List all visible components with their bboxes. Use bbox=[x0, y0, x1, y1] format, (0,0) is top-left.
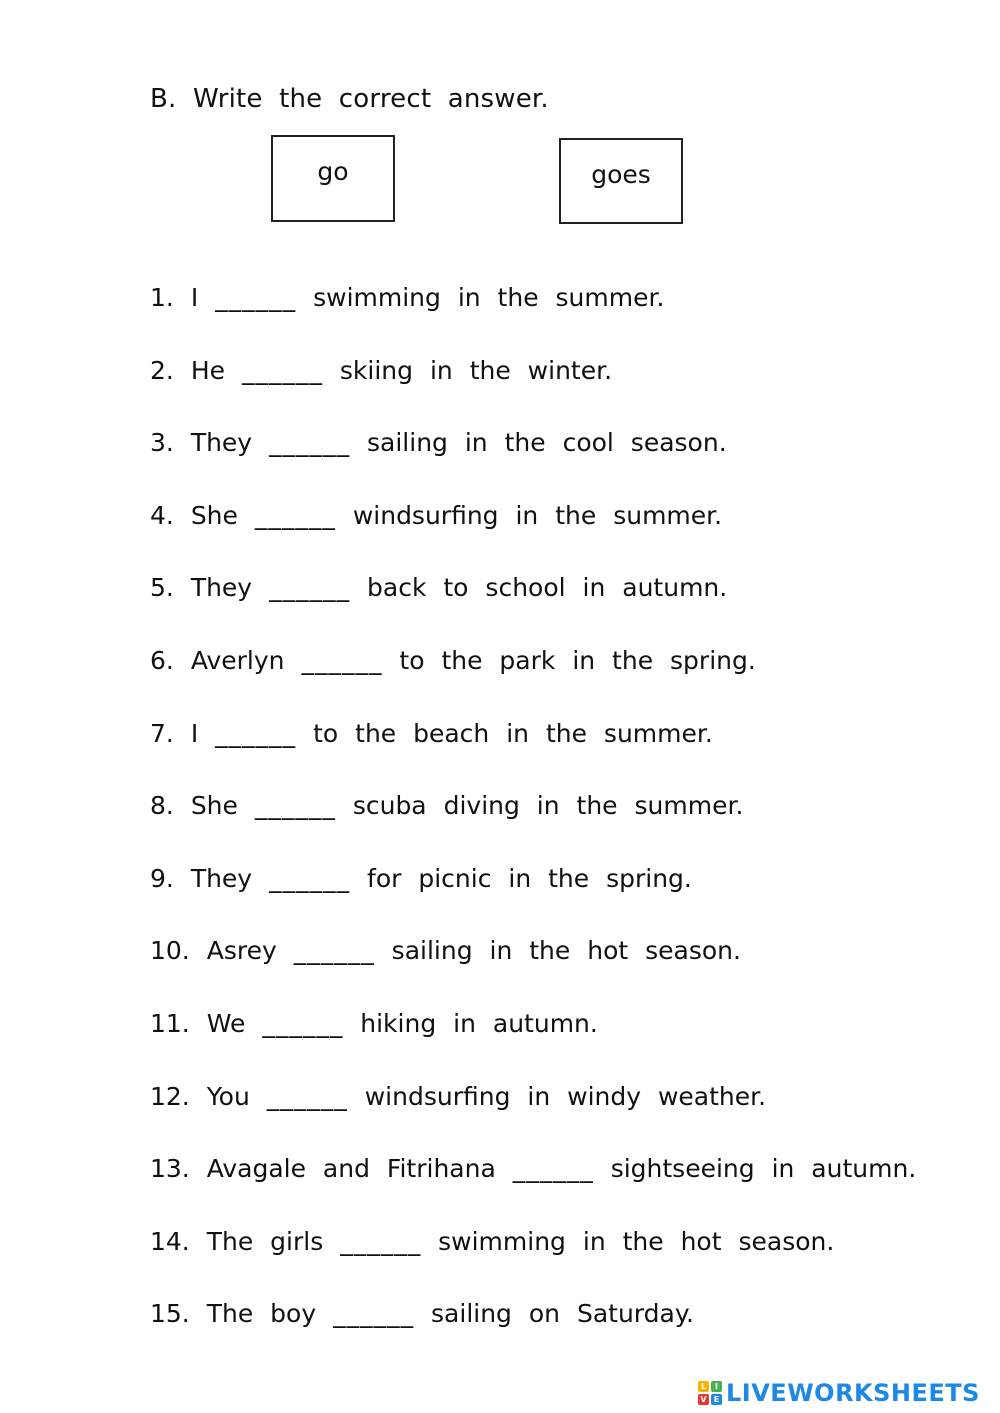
question-item bbox=[150, 790, 743, 822]
question-number: 2. bbox=[150, 356, 174, 385]
logo-cell: V bbox=[698, 1394, 709, 1405]
question-subject: The girls bbox=[206, 1227, 324, 1256]
brand-name: LIVEWORKSHEETS bbox=[726, 1379, 980, 1407]
question-number: 10. bbox=[150, 936, 190, 965]
logo-cell: L bbox=[698, 1381, 709, 1392]
question-item bbox=[150, 282, 664, 314]
question-rest: windsurfing in windy weather. bbox=[364, 1082, 767, 1111]
word-bank-box-go: go bbox=[271, 135, 395, 222]
question-subject: She bbox=[190, 791, 238, 820]
question-item bbox=[150, 500, 722, 532]
logo-cell: I bbox=[711, 1381, 722, 1392]
question-number: 13. bbox=[150, 1154, 190, 1183]
answer-blank[interactable]: ______ bbox=[269, 573, 351, 602]
question-rest: swimming in the hot season. bbox=[438, 1227, 835, 1256]
question-item bbox=[150, 572, 727, 604]
answer-blank[interactable]: ______ bbox=[254, 791, 336, 820]
question-rest: hiking in autumn. bbox=[360, 1009, 598, 1038]
question-item bbox=[150, 1298, 694, 1330]
question-item bbox=[150, 1081, 766, 1113]
question-item bbox=[150, 355, 612, 387]
answer-blank[interactable]: ______ bbox=[215, 719, 297, 748]
answer-blank[interactable]: ______ bbox=[269, 428, 351, 457]
question-subject: They bbox=[190, 573, 253, 602]
question-rest: back to school in autumn. bbox=[367, 573, 728, 602]
word-bank-box-goes: goes bbox=[559, 138, 683, 224]
question-subject: Avagale and Fitrihana bbox=[206, 1154, 496, 1183]
question-item bbox=[150, 645, 756, 677]
question-number: 1. bbox=[150, 283, 174, 312]
question-number: 11. bbox=[150, 1009, 190, 1038]
question-rest: skiing in the winter. bbox=[339, 356, 613, 385]
question-number: 4. bbox=[150, 501, 174, 530]
question-rest: to the beach in the summer. bbox=[313, 719, 713, 748]
question-subject: You bbox=[206, 1082, 250, 1111]
question-item bbox=[150, 718, 713, 750]
liveworksheets-logo bbox=[698, 1376, 980, 1410]
question-number: 15. bbox=[150, 1299, 190, 1328]
question-number: 6. bbox=[150, 646, 174, 675]
question-item bbox=[150, 935, 741, 967]
question-rest: sailing in the cool season. bbox=[367, 428, 727, 457]
question-number: 7. bbox=[150, 719, 174, 748]
question-subject: They bbox=[190, 864, 253, 893]
question-number: 8. bbox=[150, 791, 174, 820]
question-number: 9. bbox=[150, 864, 174, 893]
answer-blank[interactable]: ______ bbox=[266, 1082, 348, 1111]
question-subject: I bbox=[190, 283, 199, 312]
question-rest: sailing on Saturday. bbox=[431, 1299, 695, 1328]
question-rest: swimming in the summer. bbox=[313, 283, 665, 312]
logo-cell: E bbox=[711, 1394, 722, 1405]
answer-blank[interactable]: ______ bbox=[301, 646, 383, 675]
question-number: 14. bbox=[150, 1227, 190, 1256]
question-number: 3. bbox=[150, 428, 174, 457]
question-rest: for picnic in the spring. bbox=[367, 864, 692, 893]
answer-blank[interactable]: ______ bbox=[241, 356, 323, 385]
answer-blank[interactable]: ______ bbox=[293, 936, 375, 965]
question-item bbox=[150, 1153, 916, 1185]
question-subject: Averlyn bbox=[190, 646, 285, 675]
question-subject: They bbox=[190, 428, 253, 457]
question-subject: We bbox=[206, 1009, 246, 1038]
question-item bbox=[150, 863, 692, 895]
logo-icon bbox=[698, 1381, 722, 1405]
answer-blank[interactable]: ______ bbox=[262, 1009, 344, 1038]
question-subject: He bbox=[190, 356, 225, 385]
question-item bbox=[150, 427, 727, 459]
answer-blank[interactable]: ______ bbox=[254, 501, 336, 530]
answer-blank[interactable]: ______ bbox=[340, 1227, 422, 1256]
question-rest: sailing in the hot season. bbox=[391, 936, 741, 965]
question-rest: sightseeing in autumn. bbox=[610, 1154, 917, 1183]
question-rest: windsurfing in the summer. bbox=[352, 501, 723, 530]
question-subject: She bbox=[190, 501, 238, 530]
answer-blank[interactable]: ______ bbox=[215, 283, 297, 312]
question-item bbox=[150, 1008, 598, 1040]
answer-blank[interactable]: ______ bbox=[269, 864, 351, 893]
question-rest: to the park in the spring. bbox=[399, 646, 756, 675]
question-number: 5. bbox=[150, 573, 174, 602]
question-subject: The boy bbox=[206, 1299, 317, 1328]
question-number: 12. bbox=[150, 1082, 190, 1111]
question-rest: scuba diving in the summer. bbox=[352, 791, 744, 820]
answer-blank[interactable]: ______ bbox=[333, 1299, 415, 1328]
worksheet-heading: B. Write the correct answer. bbox=[150, 84, 549, 114]
question-subject: I bbox=[190, 719, 199, 748]
question-subject: Asrey bbox=[206, 936, 277, 965]
question-item bbox=[150, 1226, 834, 1258]
answer-blank[interactable]: ______ bbox=[512, 1154, 594, 1183]
